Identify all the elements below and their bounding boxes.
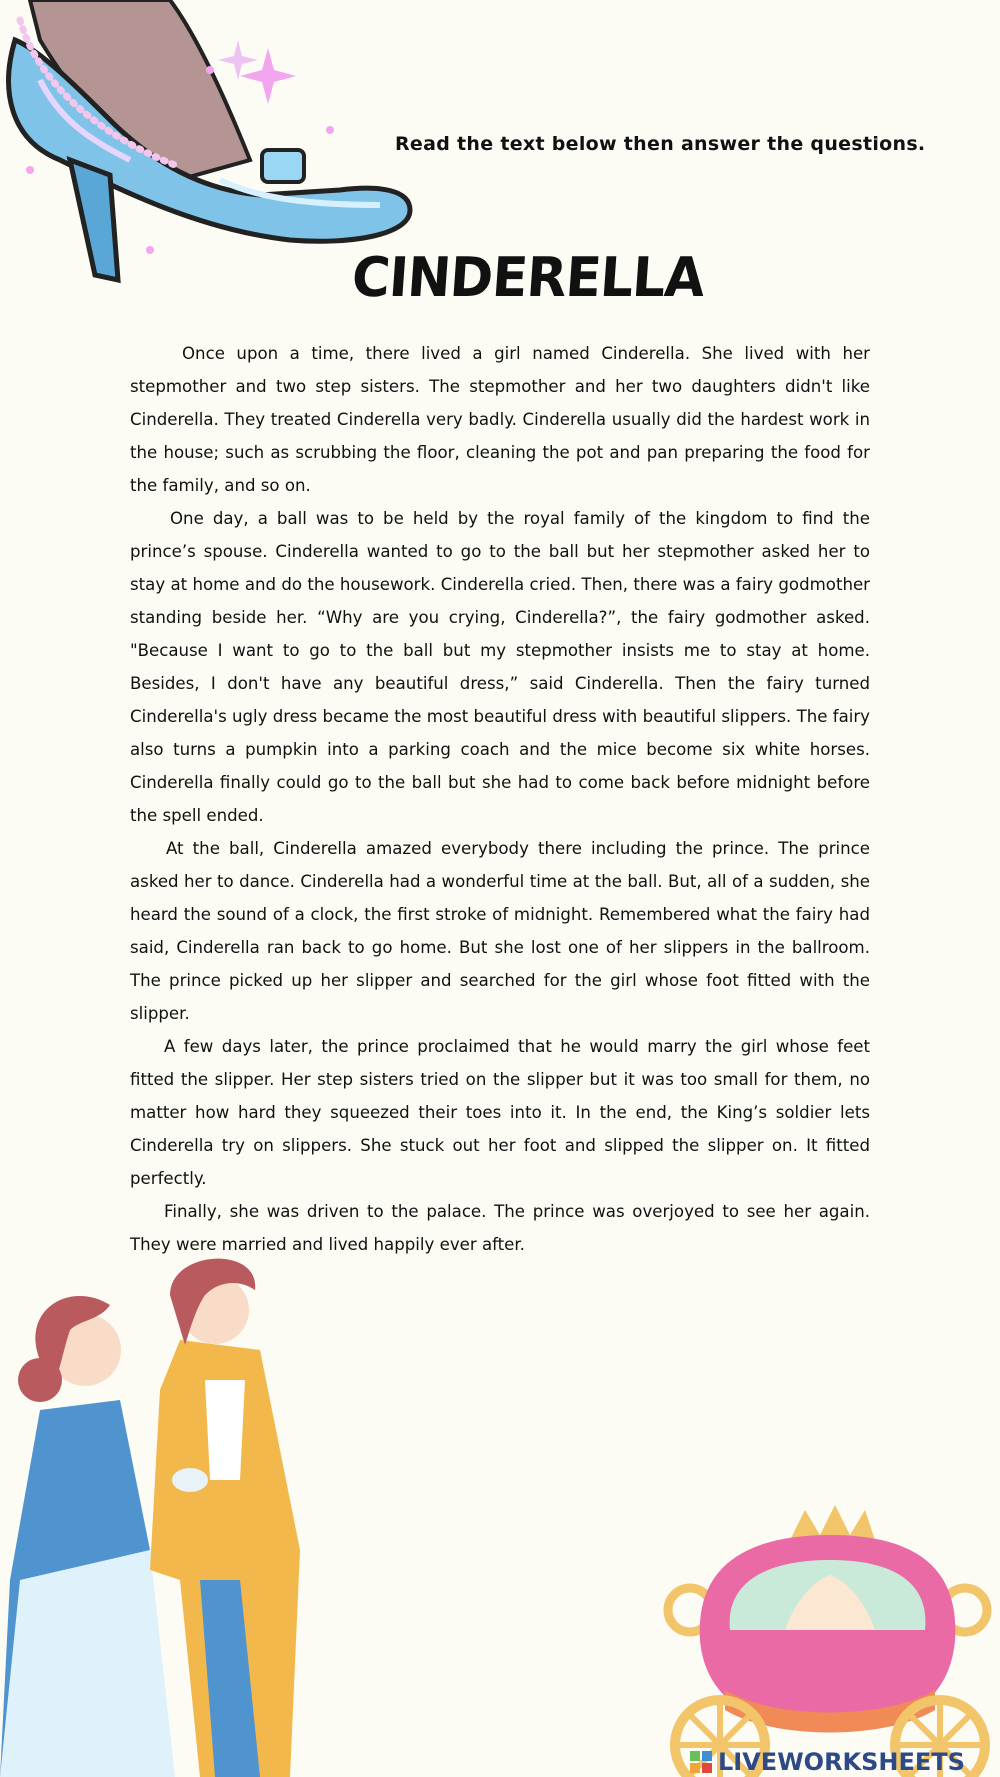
story-paragraph: At the ball, Cinderella amazed everybody there including the prince. The prince asked her to dance. Cinderella had a wonderful time at the ball. But, all of a sudden, she heard the sound of a clock, the first stroke of midnight. Remembered what the fairy had said, Cinderella ran back to go home. But she lost one of her slippers in the ballroom. The prince picked up her slipper and searched for the girl whose foot fitted with the slipper. <box>130 839 870 1023</box>
instruction-text: Read the text below then answer the questions. <box>395 133 926 155</box>
liveworksheets-watermark <box>690 1748 990 1776</box>
story-text <box>130 337 870 1261</box>
pumpkin-carriage-illustration <box>655 1490 1000 1777</box>
story-paragraph: A few days later, the prince proclaimed that he would marry the girl whose feet fitted the slipper. Her step sisters tried on the slipper but it was too small for them, no matter how hard they squeezed their toes into it. In the end, the King’s soldier lets Cinderella try on slippers. She stuck out her foot and slipped the slipper on. It fitted perfectly. <box>130 1037 870 1188</box>
prince-and-cinderella-illustration <box>0 1250 320 1777</box>
story-paragraph: Finally, she was driven to the palace. The prince was overjoyed to see her again. They were married and lived happily ever after. <box>130 1202 870 1254</box>
story-paragraph: Once upon a time, there lived a girl named Cinderella. She lived with her stepmother and two step sisters. The stepmother and her two daughters didn't like Cinderella. They treated Cinderella very badly. Cinderella usually did the hardest work in the house; such as scrubbing the floor, cleaning the pot and pan preparing the food for the family, and so on. <box>130 344 870 495</box>
liveworksheets-logo-icon <box>690 1751 712 1773</box>
brand-name: LIVEWORKSHEETS <box>718 1748 965 1776</box>
page-title: CINDERELLA <box>349 246 706 310</box>
story-paragraph: One day, a ball was to be held by the royal family of the kingdom to find the prince’s spouse. Cinderella wanted to go to the ball but her stepmother asked her to stay at home and do the housework. Cinderella cried. Then, there was a fairy godmother standing beside her. “Why are you crying, Cinderella?”, the fairy godmother asked. "Because I want to go to the ball but my stepmother insists me to stay at home. Besides, I don't have any beautiful dress,” said Cinderella. Then the fairy turned Cinderella's ugly dress became the most beautiful dress with beautiful slippers. The fairy also turns a pumpkin into a parking coach and the mice become six white horses. Cinderella finally could go to the ball but she had to come back before midnight before the spell ended. <box>130 509 870 825</box>
